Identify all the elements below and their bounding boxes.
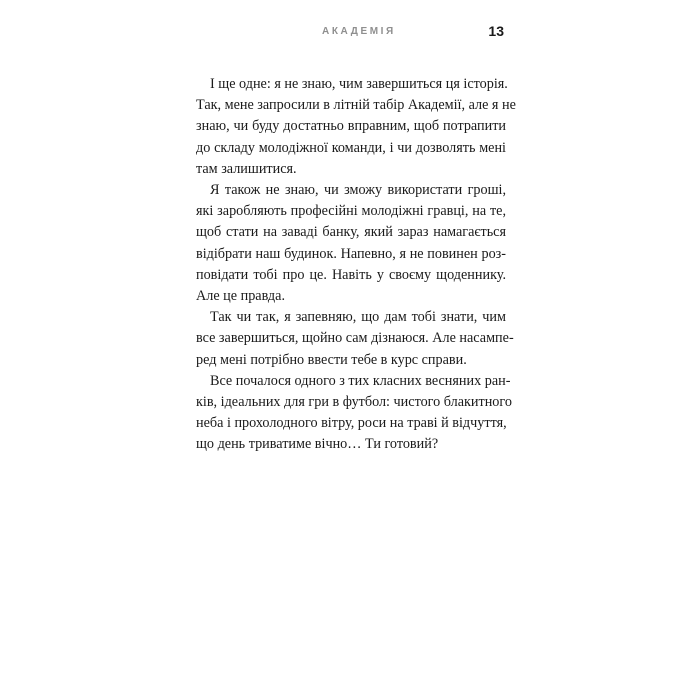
text-line: все завершиться, щойно сам дізнаюся. Але насампе- bbox=[196, 330, 514, 347]
text-line: неба і прохолодного вітру, роси на траві й відчуття, bbox=[196, 415, 507, 432]
text-line: Все почалося одного з тих класних весняних ран- bbox=[210, 372, 511, 389]
text-line: Але це правда. bbox=[196, 288, 285, 305]
text-line: Я також не знаю, чи зможу використати гроші, bbox=[210, 182, 506, 199]
text-line: знаю, чи буду достатньо вправним, щоб потрапити bbox=[196, 118, 506, 135]
text-line: щоб стати на заваді банку, який зараз намагається bbox=[196, 224, 506, 241]
text-line: до складу молодіжної команди, і чи дозволять мені bbox=[196, 139, 506, 156]
paragraph bbox=[196, 307, 514, 371]
text-line: відібрати наш будинок. Напевно, я не повинен роз- bbox=[196, 245, 506, 262]
paragraph bbox=[196, 180, 506, 307]
paragraph bbox=[196, 371, 512, 456]
page-number: 13 bbox=[488, 23, 504, 39]
text-line: І ще одне: я не знаю, чим завершиться ця історія. bbox=[210, 76, 508, 92]
text-line: повідати тобі про це. Навіть у своєму щоденнику. bbox=[196, 266, 506, 283]
text-line: що день триватиме вічно… Ти готовий? bbox=[196, 436, 439, 453]
text-line: ред мені потрібно ввести тебе в курс справи. bbox=[196, 351, 467, 368]
text-line: Так чи так, я запевняю, що дам тобі знати, чим bbox=[210, 309, 506, 326]
body-text bbox=[196, 74, 516, 456]
text-line: там залишитися. bbox=[196, 160, 297, 177]
text-line: які заробляють професійні молодіжні гравці, на те, bbox=[196, 203, 506, 220]
text-line: ків, ідеальних для гри в футбол: чистого блакитного bbox=[196, 394, 512, 411]
paragraph bbox=[196, 74, 516, 180]
running-head: АКАДЕМІЯ bbox=[322, 26, 396, 37]
text-line: Так, мене запросили в літній табір Академії, але я не bbox=[196, 97, 516, 114]
